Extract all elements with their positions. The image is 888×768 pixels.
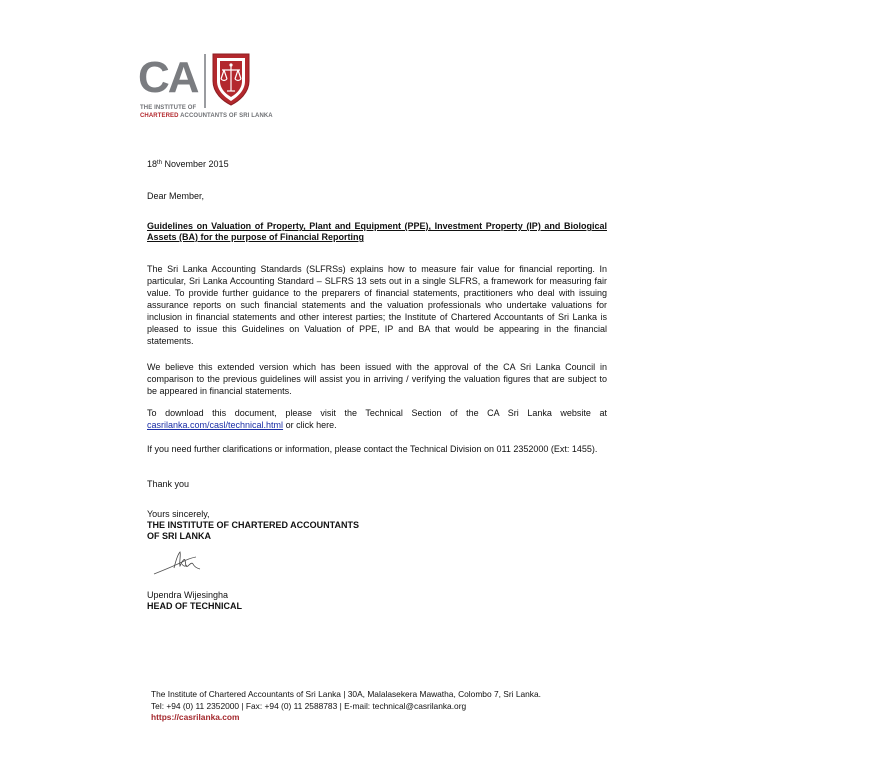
paragraph-1: The Sri Lanka Accounting Standards (SLFRSs) explains how to measure fair value for financial reporting. In particular, Sri Lanka Accounting Standard – SLFRS 13 sets out in a single SLFRS, a framework for measuring fair value. To provide further guidance to the preparers of financial statements, practitioners who deal with issuing assurance reports on such financial statements and the valuation professionals who undertake valuations for inclusion in financial statements and other interest parties; the Institute of Chartered Accountants of Sri Lanka is pleased to issue this Guidelines on Valuation of PPE, IP and BA that would be appearing in the financial statements.: [147, 264, 607, 346]
logo-text-chartered: CHARTERED: [140, 113, 179, 119]
date-day: 18: [147, 159, 158, 169]
signer-block: [147, 590, 242, 612]
date-suffix: th: [157, 160, 163, 166]
logo-mark: CA: [138, 53, 198, 102]
paragraph-3-tail: or click here.: [283, 420, 337, 430]
signer-title: HEAD OF TECHNICAL: [147, 601, 242, 611]
letter-footer: [151, 689, 541, 724]
technical-page-link[interactable]: casrilanka.com/casl/technical.html: [147, 420, 284, 430]
date-rest: November 2015: [162, 159, 229, 169]
paragraph-2: We believe this extended version which has been issued with the approval of the CA Sri Lanka Council in comparison to the previous guidelines will assist you in arriving / verifying the valuation figures that are subject to be appeared in financial statements.: [147, 362, 607, 396]
ca-sri-lanka-logo: [138, 50, 278, 126]
signer-name: Upendra Wijesingha: [147, 590, 229, 600]
logo-text-line2: [140, 113, 273, 119]
footer-contacts: Tel: +94 (0) 11 2352000 | Fax: +94 (0) 11 2588783 | E-mail: technical@casrilanka.org: [151, 700, 467, 711]
letter-subject: Guidelines on Valuation of Property, Plant and Equipment (PPE), Investment Property (IP) and Biological Assets (BA) for the purpose of Financial Reporting: [147, 221, 607, 242]
logo-text-line1: THE INSTITUTE OF: [140, 105, 197, 111]
paragraph-3-text: To download this document, please visit the Technical Section of the CA Sri Lanka website at: [147, 408, 607, 418]
org-name-line2: OF SRI LANKA: [147, 531, 211, 541]
paragraph-4: If you need further clarifications or information, please contact the Technical Division on 011 2352000 (Ext: 1455).: [147, 444, 598, 454]
logo-divider: [204, 54, 206, 108]
handwritten-signature: [152, 548, 208, 578]
logo-text-rest: ACCOUNTANTS OF SRI LANKA: [178, 113, 273, 119]
footer-website-link[interactable]: https://casrilanka.com: [151, 712, 240, 722]
paragraph-3: [147, 407, 607, 431]
letter-date: [147, 158, 229, 170]
org-name-line1: THE INSTITUTE OF CHARTERED ACCOUNTANTS: [147, 520, 359, 530]
footer-address: The Institute of Chartered Accountants of Sri Lanka | 30A, Malalasekera Mawatha, Colombo 7, Sri Lanka.: [151, 689, 541, 699]
scales-of-justice-icon: [209, 51, 253, 107]
closing-block: [147, 509, 359, 542]
salutation: Dear Member,: [147, 191, 205, 201]
closing-phrase: Yours sincerely,: [147, 509, 210, 519]
thanks-line: Thank you: [147, 479, 190, 489]
